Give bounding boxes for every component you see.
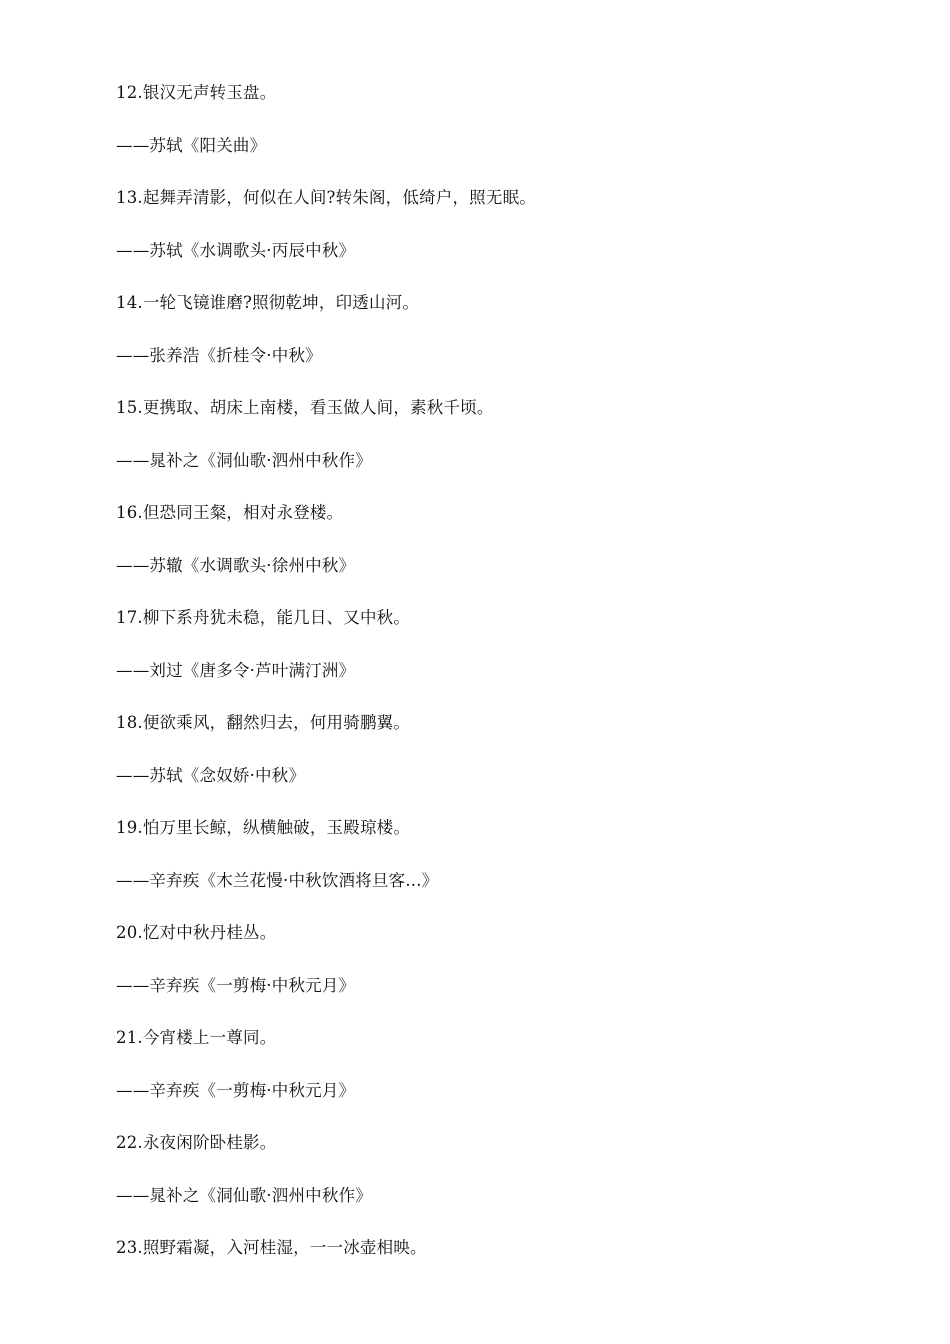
attribution-line-22: ——晁补之《洞仙歌·泗州中秋作》	[116, 1185, 372, 1205]
attribution-line-18: ——苏轼《念奴娇·中秋》	[116, 765, 306, 785]
attribution-line-16: ——苏辙《水调歌头·徐州中秋》	[116, 555, 356, 575]
verse-line-21: 21.今宵楼上一尊同。	[116, 1028, 277, 1047]
attribution-line-14: ——张养浩《折桂令·中秋》	[116, 345, 322, 365]
verse-line-13: 13.起舞弄清影，何似在人间?转朱阁，低绮户，照无眠。	[116, 188, 536, 207]
verse-line-19: 19.怕万里长鲸，纵横触破，玉殿琼楼。	[116, 818, 411, 837]
attribution-line-13: ——苏轼《水调歌头·丙辰中秋》	[116, 240, 356, 260]
attribution-line-20: ——辛弃疾《一剪梅·中秋元月》	[116, 975, 356, 995]
verse-line-18: 18.便欲乘风，翻然归去，何用骑鹏翼。	[116, 713, 411, 732]
verse-line-23: 23.照野霜凝，入河桂湿，一一冰壶相映。	[116, 1238, 427, 1257]
verse-line-12: 12.银汉无声转玉盘。	[116, 83, 277, 102]
attribution-line-17: ——刘过《唐多令·芦叶满汀洲》	[116, 660, 356, 680]
verse-line-17: 17.柳下系舟犹未稳，能几日、又中秋。	[116, 608, 411, 627]
attribution-line-19: ——辛弃疾《木兰花慢·中秋饮酒将旦客...》	[116, 870, 439, 890]
verse-line-16: 16.但恐同王粲，相对永登楼。	[116, 503, 344, 522]
verse-line-15: 15.更携取、胡床上南楼，看玉做人间，素秋千顷。	[116, 398, 494, 417]
attribution-line-12: ——苏轼《阳关曲》	[116, 135, 267, 155]
verse-line-14: 14.一轮飞镜谁磨?照彻乾坤，印透山河。	[116, 293, 420, 312]
poem-list	[116, 80, 896, 1288]
verse-line-20: 20.忆对中秋丹桂丛。	[116, 923, 277, 942]
attribution-line-15: ——晁补之《洞仙歌·泗州中秋作》	[116, 450, 372, 470]
verse-line-22: 22.永夜闲阶卧桂影。	[116, 1133, 277, 1152]
attribution-line-21: ——辛弃疾《一剪梅·中秋元月》	[116, 1080, 356, 1100]
